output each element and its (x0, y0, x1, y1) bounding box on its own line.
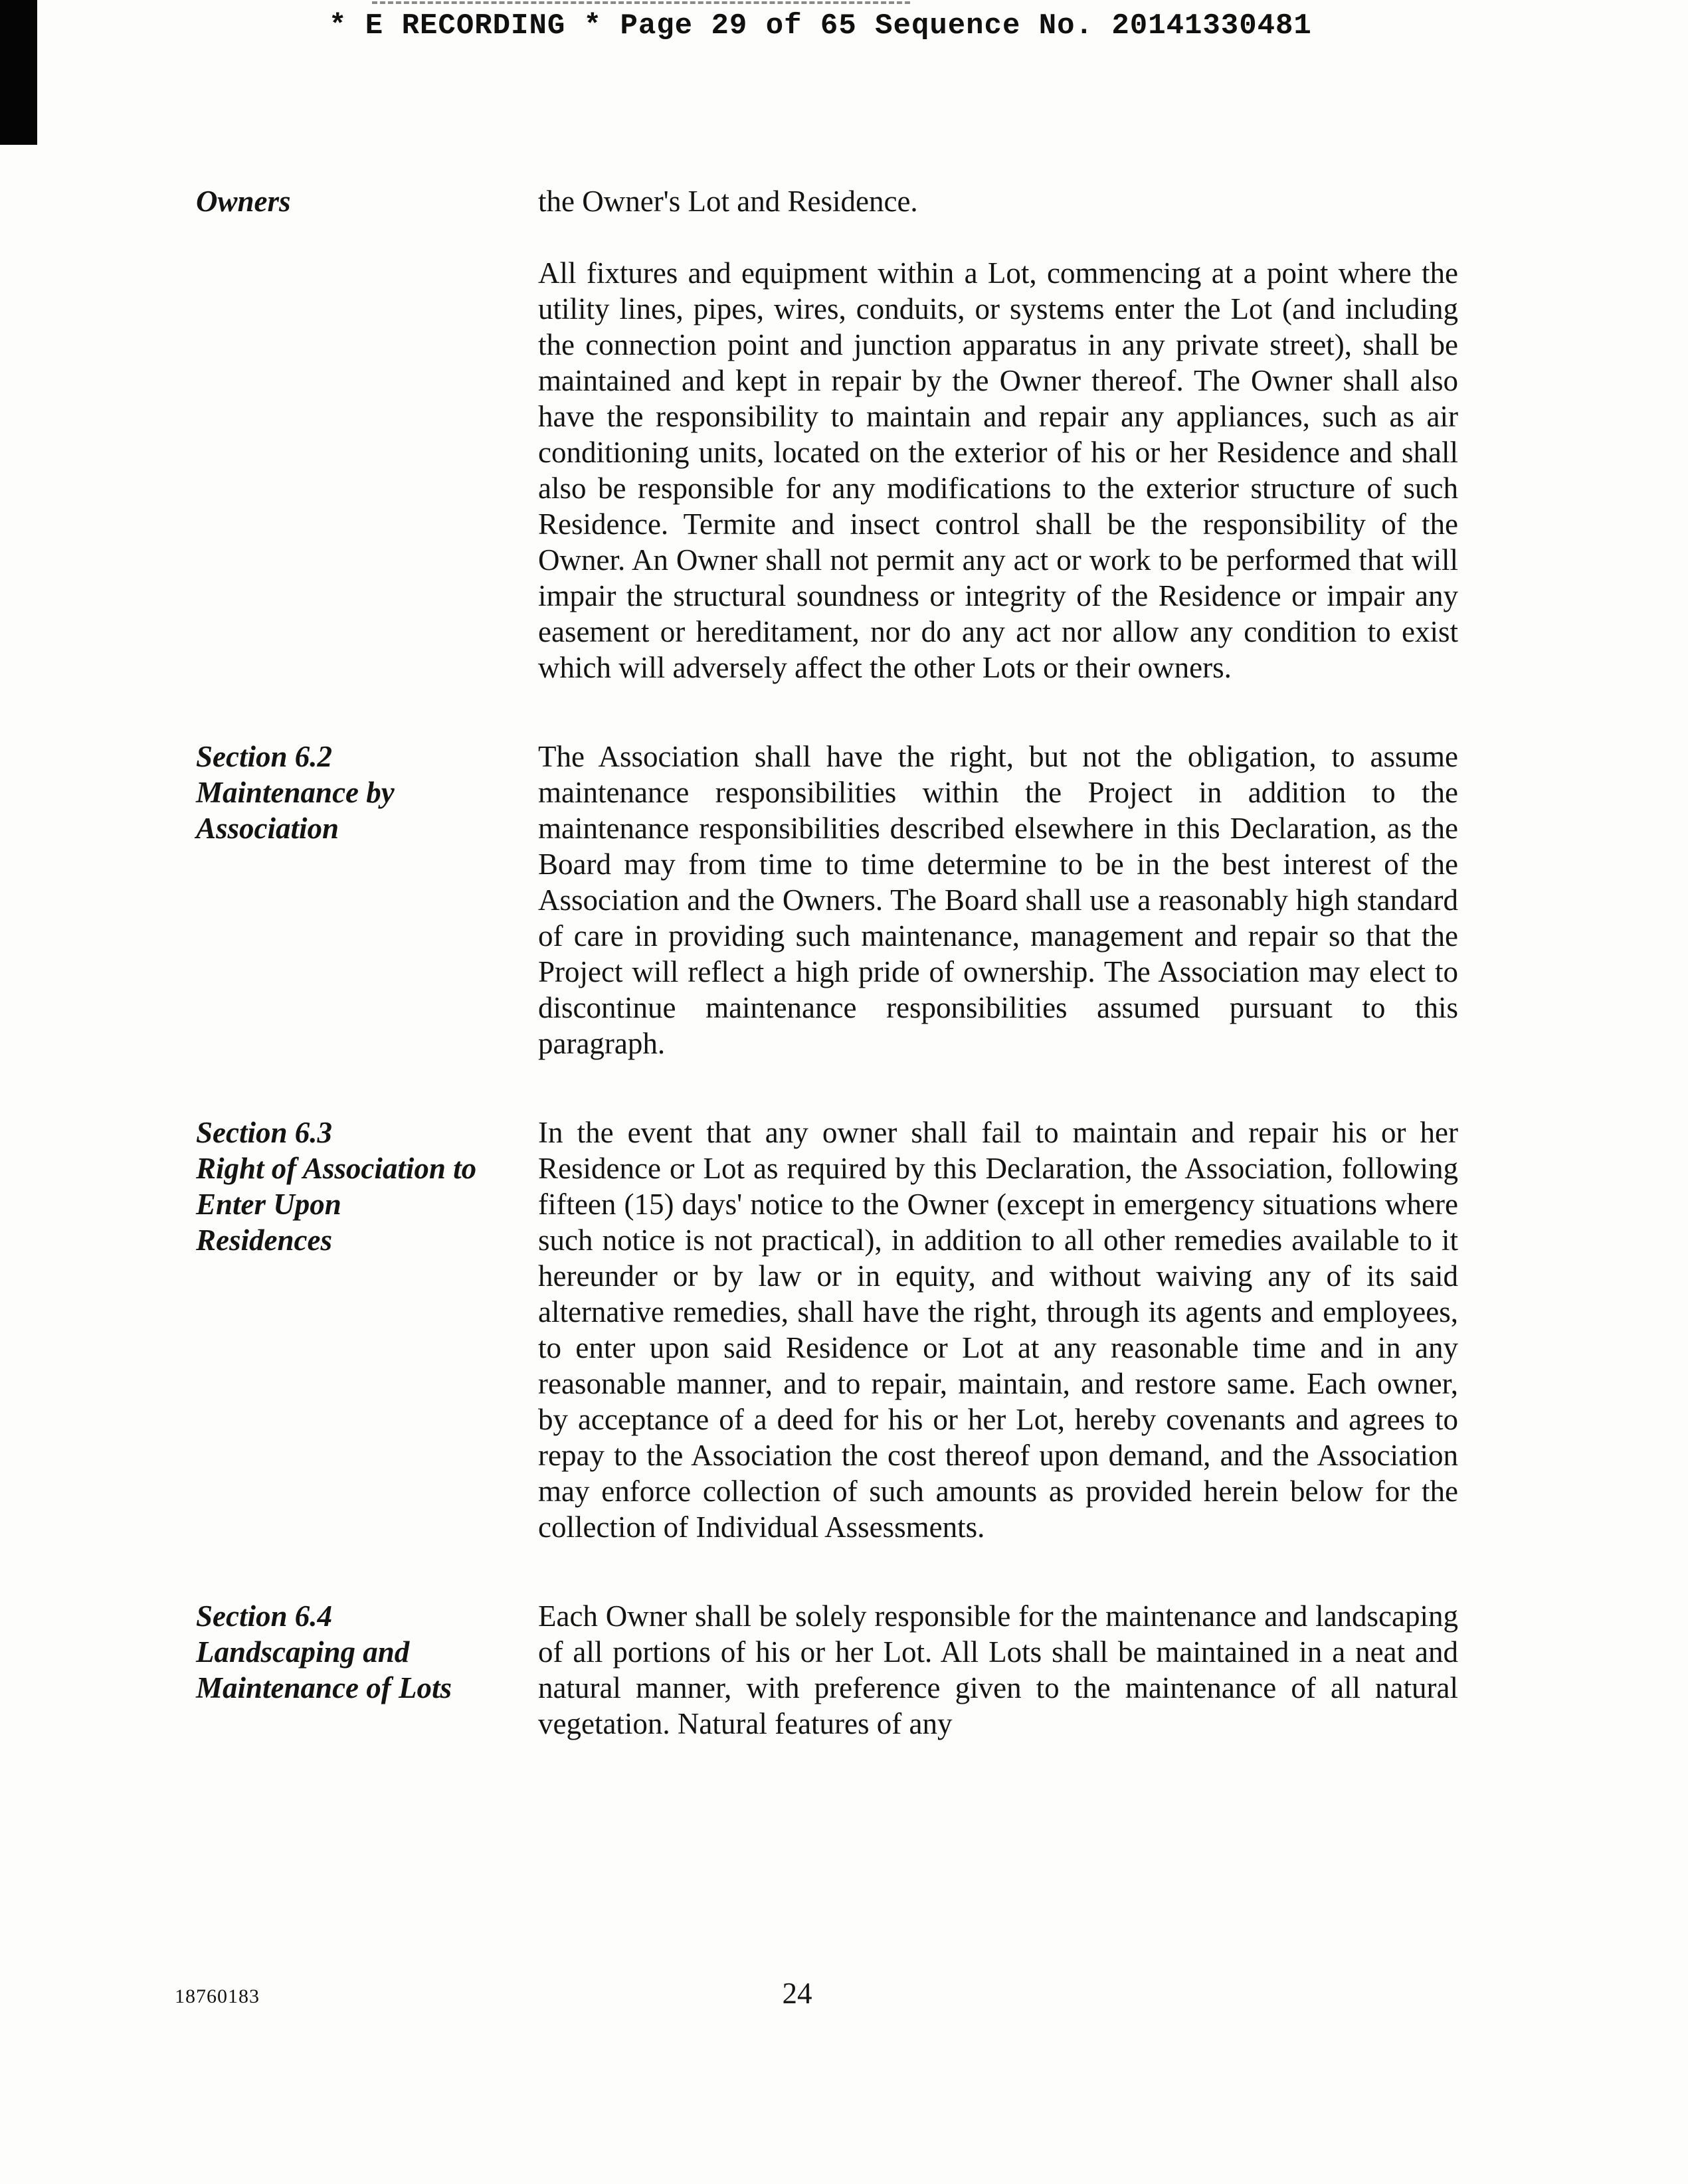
body-paragraph: All fixtures and equipment within a Lot, commencing at a point where the utility lines, pipes, wires, conduits, or systems enter the Lot (and including the connection point and junction apparatus in any private street), shall be maintained and kept in repair by the Owner thereof. The Owner shall also have the responsibility to maintain and repair any appliances, such as air conditioning units, located on the exterior of his or her Residence and shall also be responsible for any modifications to the exterior structure of such Residence. Termite and insect control shall be the responsibility of the Owner. An Owner shall not permit any act or work to be performed that will impair the structural soundness or integrity of the Residence or impair any easement or hereditament, nor do any act nor allow any condition to exist which will adversely affect the other Lots or their owners. (538, 256, 1458, 684)
section-owners (196, 183, 1458, 685)
section-text (538, 1598, 1458, 1742)
page-footer (0, 1976, 1688, 2023)
body-paragraph: In the event that any owner shall fail to maintain and repair his or her Residence or Lot as required by this Declaration, the Association, following fifteen (15) days' notice to the Owner (except in emergency situations where such notice is not practical), in addition to all other remedies available to it hereunder or by law or in equity, and without waiving any of its said alternative remedies, shall have the right, through its agents and employees, to enter upon said Residence or Lot at any reasonable time and in any reasonable manner, and to repair, maintain, and restore same. Each owner, by acceptance of a deed for his or her Lot, hereby covenants and agrees to repay to the Association the cost thereof upon demand, and the Association may enforce collection of such amounts as provided herein below for the collection of Individual Assessments. (538, 1116, 1458, 1544)
section-label-line: Owners (196, 185, 291, 218)
section-label (196, 739, 538, 846)
section-label-line: Enter Upon (196, 1188, 341, 1221)
section-label (196, 1598, 538, 1706)
section-label-line: Landscaping and (196, 1635, 410, 1669)
section-label-line: Right of Association to (196, 1152, 477, 1185)
section-label-line: Section 6.3 (196, 1116, 333, 1149)
recording-header: * E RECORDING * Page 29 of 65 Sequence No. 20141330481 (329, 9, 1312, 43)
section-label-line: Residences (196, 1224, 332, 1257)
section-text (538, 1115, 1458, 1545)
scan-artifact-bar (0, 0, 37, 145)
body-paragraph: The Association shall have the right, but not the obligation, to assume maintenance responsibilities within the Project in addition to the maintenance responsibilities described elsewhere in this Declaration, as the Board may from time to time determine to be in the best interest of the Association and the Owners. The Board shall use a reasonably high standard of care in providing such maintenance, management and repair so that the Project will reflect a high pride of ownership. The Association may elect to discontinue maintenance responsibilities assumed pursuant to this paragraph. (538, 740, 1458, 1060)
section-label-line: Section 6.2 (196, 740, 333, 773)
footer-doc-number: 18760183 (175, 1985, 260, 2007)
section-label-line: Maintenance of Lots (196, 1671, 452, 1704)
section-label-line: Association (196, 812, 339, 845)
section-6-3 (196, 1115, 1458, 1545)
section-label-line: Section 6.4 (196, 1599, 333, 1633)
section-text (538, 183, 1458, 685)
body-paragraph: the Owner's Lot and Residence. (538, 185, 918, 218)
section-label-line: Maintenance by (196, 776, 395, 809)
section-label (196, 1115, 538, 1258)
document-body (196, 183, 1458, 1742)
footer-page-number: 24 (782, 1977, 812, 2010)
section-text (538, 739, 1458, 1061)
body-paragraph: Each Owner shall be solely responsible for the maintenance and landscaping of all portions of his or her Lot. All Lots shall be maintained in a neat and natural manner, with preference given to the maintenance of all natural vegetation. Natural features of any (538, 1599, 1458, 1740)
scan-artifact-dashed-line (372, 1, 910, 4)
section-6-4 (196, 1598, 1458, 1742)
section-6-2 (196, 739, 1458, 1061)
section-label (196, 183, 538, 219)
